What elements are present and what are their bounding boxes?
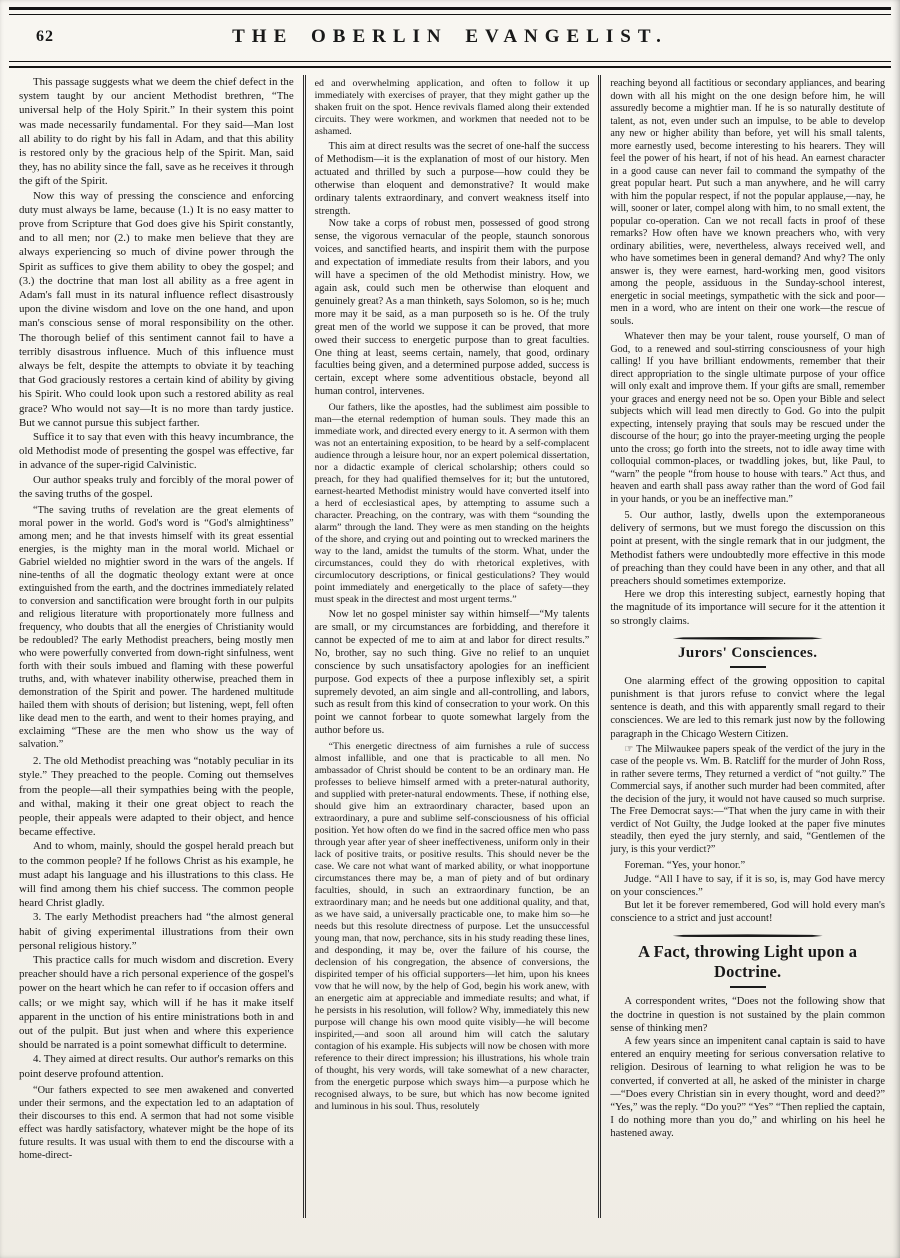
page-title: THE OBERLIN EVANGELIST.	[232, 26, 668, 47]
paragraph: Now this way of pressing the conscience and enforcing duty must always be lame, because (1.) It is no easy matter to prove from Scripture that God does give his Spirit constantly, and to all men; nor (2.) to make men believe that they are always experiencing so much of divine power through the Spirit as suffices to give them ability to obey the gospel; and (3.) the doctrine that man lost all ability as a free agent in Adam's fall must in its natural influence reflect disastrously upon the divine wisdom and love on the one hand, and upon man's conscious sense of moral responsibility on the other. The thorough belief of this sentiment cannot fail to have a terribly disastrous influence. Much of this influence must always be felt, despite the attempts to obviate it by teaching that God graciously restores a certain kind of ability by giving his Spirit. Who could look upon such a restored ability as real grace? Who would not say—It is no more than tardy justice. But we cannot pursue this subject farther.	[19, 189, 294, 429]
masthead-bottom-rule	[9, 61, 891, 68]
paragraph: ☞ The Milwaukee papers speak of the verdict of the jury in the case of the people vs. Wm. B. Ratcliff for the murder of John Ross, in rather severe terms, They returned a verdict of “not guilty.” The Commercial says, if another such murder had been commited, after the decision of the jury, it would not have caused so much surprise. The Free Democrat says:—“That when the jury came in with their verdict of Not Guilty, the Judge looked at the paper five minutes steadily, then eyed the jury sternly, and said, “Gentlemen of the jury, is this your verdict?”	[610, 743, 886, 855]
masthead-row	[6, 15, 894, 61]
paragraph: “This energetic directness of aim furnishes a rule of success almost infallible, and one that is practicable to all men. No ambassador of Christ should be content to be an ordinary man. He professes to believe himself armed with a preter-natural authority, and supplied with preter-natural endowments. These, if nothing else, should give him an extraordinary character, based upon an extraordinary, a pure and sublime self-consciousness of his official position. Yet how often do we find in the sacred office men who pass through year after year of sheer ineffectiveness, uniform only in their lack of positive traits, or positive results. This should never be the case. We care not what want of marked ability, or what inopportune circumstances there may be, a man of piety and of but ordinary faculties, should, in such an extraordinary function, be an extraordinary man; and he needs but one additional quality, and that, as we have said, a universally practicable one, to make him so—he needs but this resolute directness of purpose. Let the unsuccessful young man, that now, perchance, sits in his study reading these lines, and desponding, it may be, over the failure of his course, the declension of his congregation, the absence of conversions, the dispirited temper of his official supporters—let him, upon his knees vow that he will now, by the help of God, begin his work anew, with an energetic aim at appreciable and immediate results; and what, if he persists in his resolution, will follow? Why, immediately this new purpose will change his own mood quite visibly—he will become inspirited,—and soon all around him will catch the salutary contagion of his example. His subjects will now be chosen with more reference to their direct impression; his illustrations, his whole train of thought, his very words, will take somewhat of a new character, from the energetic purpose which sways him—a purpose which he recognised always, to be sure, but which has now become ignited and luminous in his soul. Thus, resolutely	[314, 741, 590, 1113]
section-divider-rule	[730, 986, 766, 988]
page-number: 62	[36, 28, 54, 45]
paragraph: This practice calls for much wisdom and discretion. Every preacher should have a rich personal experience of the gospel's power on the heart which he can refer to if occasion offers and calls; or we might say, which will if he has it make itself apparent in the unction of his entire ministrations both in and out of the pulpit. But just when and where this experience should be narrated is a point somewhat difficult to determine.	[19, 953, 294, 1052]
paragraph: reaching beyond all factitious or secondary appliances, and bearing down with all his might on the one design before him, he will assuredly become a mightier man. If he is so naturally destitute of talent, as not, even under such an impulse, to be able to develop any new or higher ability than before, yet will his small talents, more earnestly used, become interesting to his hearers. They will feel the power of his heart, if not of his head. An earnest character in a good cause can never fail to command the sympathy of the great popular heart. Put such a man anywhere, and he will carry with him the popular respect, if not the popular applause,—nay, he will, sooner or later, compel along with him, to no small extent, the popular co-operation. Can we not recall facts in proof of these remarks? How often have we known preachers who, with very ordinary abilities, were, nevertheless, always received well, and who have sometimes been in general demand? And why? The only answer is, they were earnest, hard-working men, good visitors among the people, assiduous in the Sunday-school interest, energetic in social meetings, sympathetic with the sick and poor—men in a word, who are intent on their one work—the rescue of souls.	[610, 78, 886, 327]
paragraph: Judge. “All I have to say, if it is so, is, may God have mercy on your consciences.”	[610, 873, 886, 898]
paragraph: 2. The old Methodist preaching was “notably peculiar in its style.” They preached to the people. Coming out themselves from the people—all their sympathies being with the people, and withal, making it their one great object to reach the people, their appeals were adapted to their object, and hence became effective.	[19, 755, 294, 839]
paragraph: Now take a corps of robust men, possessed of good strong sense, the vigorous vernacular of the people, staunch sonorous voices, and sanctified hearts, and inspirit them with the purpose and expectation of immediate results from their labors, and you will have a specimen of the old Methodist ministry. How, we again ask, could such men be otherwise than eloquent and genuinely great? As a man thinketh, says Solomon, so is he; much more may it be said, as a man purposeth so is he. Of the truly great men of the world we suppose it can be proved, that more owed their success to energetic purpose than to great faculties. One thing at least, seems certain, namely, that good, ordinary faculties being given, and a determined purpose added, success is certain, except where some adventitious obstacle, beyond all human control, intervenes.	[314, 218, 590, 398]
section-divider-rule	[673, 934, 823, 937]
paragraph: But let it be forever remembered, God will hold every man's conscience to a strict and just account!	[610, 899, 886, 925]
paragraph: 5. Our author, lastly, dwells upon the extemporaneous delivery of sermons, but we must forego the discussion on this point at present, with the single remark that in our judgment, the Methodist fathers were undoubtedly more effective in this mode of preaching than they could have been in any other, and that all preachers should sometimes extemporize.	[610, 510, 886, 588]
paragraph: Here we drop this interesting subject, earnestly hoping that the magnitude of its importance will secure for it the attention it so strongly claims.	[610, 589, 886, 627]
paragraph: This aim at direct results was the secret of one-half the success of Methodism—it is the explanation of most of our history. Men actuated and thrilled by such a purpose—how could they be otherwise than eloquent and demonstrative? It would make ordinary talents extraordinary, and convert weakness itself into strength.	[314, 141, 590, 217]
paragraph: This passage suggests what we deem the chief defect in the system taught by our ancient Methodist brethren, “The universal help of the Holy Spirit.” In their system this point was made necessarily fundamental. For they said—Man lost all ability to do right by his fall in Adam, and that this ability is restored only by the gracious help of the Spirit. Man, said they, has no ability since the fall, save as he receives it through the gift of the Spirit.	[19, 76, 294, 188]
text-columns	[0, 68, 900, 1218]
column-1	[10, 75, 303, 1218]
column-3	[598, 75, 894, 1218]
paragraph: Our author speaks truly and forcibly of the moral power of the saving truths of the gospel.	[19, 473, 294, 500]
paragraph: One alarming effect of the growing opposition to capital punishment is that jurors refuse to convict where the legal sentence is death, and this with apparently small regard to their consciences. We are led to this remark just now by the following paragraph in the Chicago Western Citizen.	[610, 675, 886, 740]
paragraph: Foreman. “Yes, your honor.”	[624, 860, 746, 872]
masthead	[0, 0, 900, 68]
section-divider-rule	[730, 666, 766, 668]
masthead-top-rule	[9, 7, 891, 15]
paragraph: Suffice it to say that even with this heavy incumbrance, the old Methodist mode of presenting the gospel was effective, far in advance of the super-rigid Calvinistic.	[19, 431, 294, 472]
paragraph: And to whom, mainly, should the gospel herald preach but to the common people? If he follows Christ as his example, he must adapt his language and his illustrations to this class. He will find among them his chief success. The common people heard Christ gladly.	[19, 840, 294, 910]
paragraph: ed and overwhelming application, and often to follow it up immediately with exercises of prayer, that they might gather up the shaken fruit on the spot. Hence revivals flamed along their extended circuits. They were workmen, and workmen that needed not to be ashamed.	[314, 78, 590, 137]
paragraph: A few years since an impenitent canal captain is said to have entered an enquiry meeting for serious conversation relative to religion. Desirous of learning to what religion he was to be converted, if converted at all, he asked of the minister in charge—“Does every Christian sin in every thought, word and deed?” “Yes,” was the reply. “Do you?” “Yes” “Then replied the captain, I do nothing more than you do,” and whirling on his heel he hastened away.	[610, 1035, 886, 1140]
paragraph: 4. They aimed at direct results. Our author's remarks on this point deserve profound attention.	[19, 1053, 294, 1080]
paragraph: Whatever then may be your talent, rouse yourself, O man of God, to a renewed and soul-stirring consciousness of your high calling! If you have brilliant endowments, remember that their direct appropriation to the single ultimate purpose of your office will only exalt and improve them. If your gifts are small, remember your graces and energy need not be so. Open your Bible and select subjects which will lead men directly to God. Go into the pulpit expecting, intensely praying that souls may be rescued under the discourse of the hour; go into the prayer-meeting urging the people unto the cross; go forth into the streets, not to idle away time with colloquial common-places, or twaddling jokes, but, like Paul, to “warn” the people “from house to house with tears.” Act thus, and heaven and earth shall pass away rather than the word of God fail in your hands, or you be an ineffective man.”	[610, 331, 886, 505]
paragraph: “The saving truths of revelation are the great elements of moral power in the world. God's word is “God's almightiness” among men; and he that invests himself with its great essential energies, is the mighty man in the moral world. Michael or Gabriel wielded no mightier sword in the wars of the angels. If nine-tenths of all the dogmatic theology extant were at once extinguished from the earth, and the doctrines immediately related to conversion and sanctification were brought forth in our pulpits and religious literature with proportionately more fullness and frequency, who doubts that all the energies of Christianity would be redoubled? The early Methodist preachers, being mostly men who were powerfully converted from down-right sinfulness, went forth with their souls imbued and flaming with these powerful truths, and, with whatever inability otherwise, preached them in demonstration of the Spirit and power. The hardened multitude hailed them with shouts of derision; but listening, wept, fell often like dead men to the earth, and went to their homes praying, and exclaiming “These are the men who show us the way of salvation.”	[19, 505, 294, 751]
section-divider-rule	[673, 637, 823, 640]
paragraph: Our fathers, like the apostles, had the sublimest aim possible to man—the eternal redemption of human souls. They made this an immediate work, and directed every energy to it. A sermon with them was not an entertaining exposition, to be heard by a self-complacent audience through a leisure hour, nor an expert polemical dissertation, nor a didactic example of clerical scholarship; others could so preach, for they had qualified themselves for it; but the untutored, earnest-hearted Methodist ministry would have converted itself into a herd of ecclesiastical apes, by attempting to assume such a character. Preaching, on the contrary, was with them “sounding the alarm” through the land. They were as men standing on the heights of the shore, and crying out and pointing out to wrecked mariners the way to the land, amidst the tumults of the storm. What, under the circumstances, could they do with rhetorical expletives, with circumlocutory descriptions, or finical gesticulations? They would point immediately and energetically to the place of safety—they must speak in the directest and most urgent terms.”	[314, 402, 590, 606]
heading-a-fact-doctrine: A Fact, throwing Light upon a Doctrine.	[638, 942, 858, 982]
paragraph: 3. The early Methodist preachers had “the almost general habit of giving experimental illustrations from their own personal religious history.”	[19, 911, 294, 952]
paragraph: Now let no gospel minister say within himself—“My talents are small, or my circumstances are forbidding, and therefore it cannot be expected of me to aim at and labor for direct results.” No, brother, say no such thing. Give no relief to an unquiet conscience by such unsatisfactory apologies for an inefficient purpose. God expects of thee a purpose inflexibly set, a spirit supremely devoted, an aim single and all-controlling, and labors, such as result from this kind of consecration to your work. On this point we cannot forbear to quote somewhat largely from the author before us.	[314, 609, 590, 737]
column-2	[303, 75, 599, 1218]
heading-jurors-consciences: Jurors' Consciences.	[677, 644, 818, 661]
paragraph: A correspondent writes, “Does not the following show that the doctrine in question is not sustained by the plain common sense of thinking men?	[610, 996, 886, 1034]
paragraph: “Our fathers expected to see men awakened and converted under their sermons, and the expectation led to an adaptation of their discourses to this end. A sermon that had not some visible effect was hardly satisfactory, whatever might be the hope of its future results. It was usual with them to end the discourse with a home-direct-	[19, 1084, 294, 1161]
